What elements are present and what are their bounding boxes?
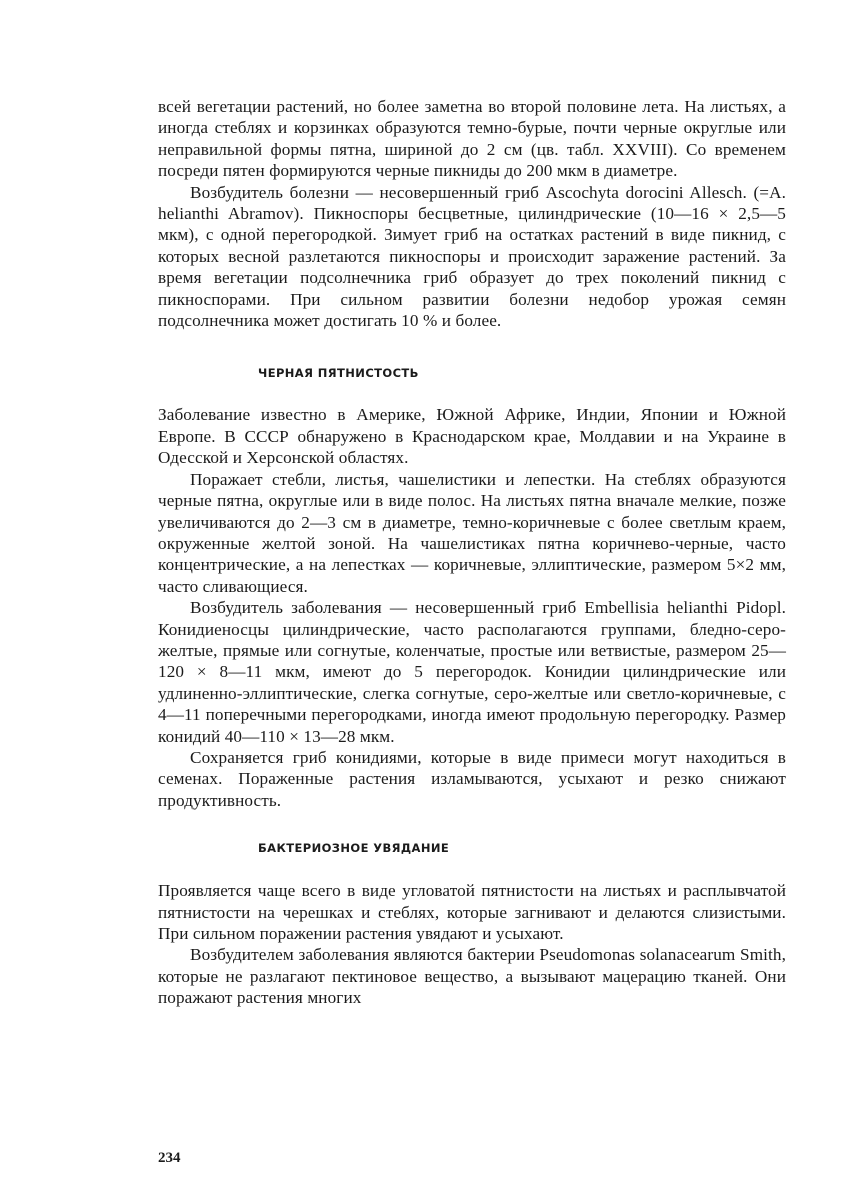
- paragraph-black-spot-distribution: Заболевание известно в Америке, Южной Африке, Индии, Японии и Южной Европе. В СССР обнаружено в Краснодарском крае, Молдавии и на Украине в Одесской и Херсонской областях.: [158, 405, 786, 468]
- paragraph-bacterial-wilt-symptoms: Проявляется чаще всего в виде угловатой пятнистости на листьях и расплывчатой пятнистости на черешках и стеблях, которые загнивают и делаются слизистыми. При сильном поражении растения увядают и усыхают.: [158, 881, 786, 943]
- section-heading-black-spot: ЧЕРНАЯ ПЯТНИСТОСТЬ: [258, 366, 419, 381]
- page-number: 234: [158, 1150, 181, 1166]
- paragraph-black-spot-pathogen: Возбудитель заболевания — несовершенный гриб Embellisia helianthi Pidopl. Конидиеносцы цилиндрические, часто располагаются группами, бледно-серо-желтые, прямые или согнутые, коленчатые, простые или ветвистые, размером 25—120 × 8—11 мкм, имеют до 5 перегородок. Конидии цилиндрические или удлиненно-эллиптические, слегка согнутые, серо-желтые или светло-коричневые, с 4—11 поперечными перегородками, иногда имеют продольную перегородку. Размер конидий 40—110 × 13—28 мкм.: [158, 598, 786, 746]
- paragraph-ascochyta-symptoms: всей вегетации растений, но более заметна во второй половине лета. На листьях, а иногда стеблях и корзинках образуются темно-бурые, почти черные округлые или неправильной формы пятна, шириной до 2 см (цв. табл. XXVIII). Со временем посреди пятен формируются черные пикниды до 200 мкм в диаметре.: [158, 97, 786, 181]
- page-text: [158, 96, 786, 1009]
- paragraph-black-spot-symptoms: Поражает стебли, листья, чашелистики и лепестки. На стеблях образуются черные пятна, округлые или в виде полос. На листьях пятна вначале мелкие, позже увеличиваются до 2—3 см в диаметре, темно-коричневые с более светлым краем, окруженные желтой зоной. На чашелистиках пятна коричнево-черные, часто концентрические, а на лепестках — коричневые, эллиптические, размером 5×2 мм, часто сливающиеся.: [158, 469, 786, 596]
- paragraph-black-spot-survival: Сохраняется гриб конидиями, которые в виде примеси могут находиться в семенах. Пораженные растения изламываются, усыхают и резко снижают продуктивность.: [158, 747, 786, 810]
- paragraph-ascochyta-pathogen: Возбудитель болезни — несовершенный гриб Ascochyta dorocini Allesch. (=A. helianthi Abramov). Пикноспоры бесцветные, цилиндрические (10—16 × 2,5—5 мкм), с одной перегородкой. Зимует гриб на остатках растений в виде пикнид, с которых весной разлетаются пикноспоры и происходит заражение растений. За время вегетации подсолнечника гриб образует до трех поколений пикнид с пикноспорами. При сильном развитии болезни недобор урожая семян подсолнечника может достигать 10 % и более.: [158, 182, 786, 331]
- paragraph-bacterial-wilt-pathogen: Возбудителем заболевания являются бактерии Pseudomonas solanacearum Smith, которые не разлагают пектиновое вещество, а вызывают мацерацию тканей. Они поражают растения многих: [158, 945, 786, 1008]
- section-heading-bacterial-wilt: БАКТЕРИОЗНОЕ УВЯДАНИЕ: [258, 841, 450, 856]
